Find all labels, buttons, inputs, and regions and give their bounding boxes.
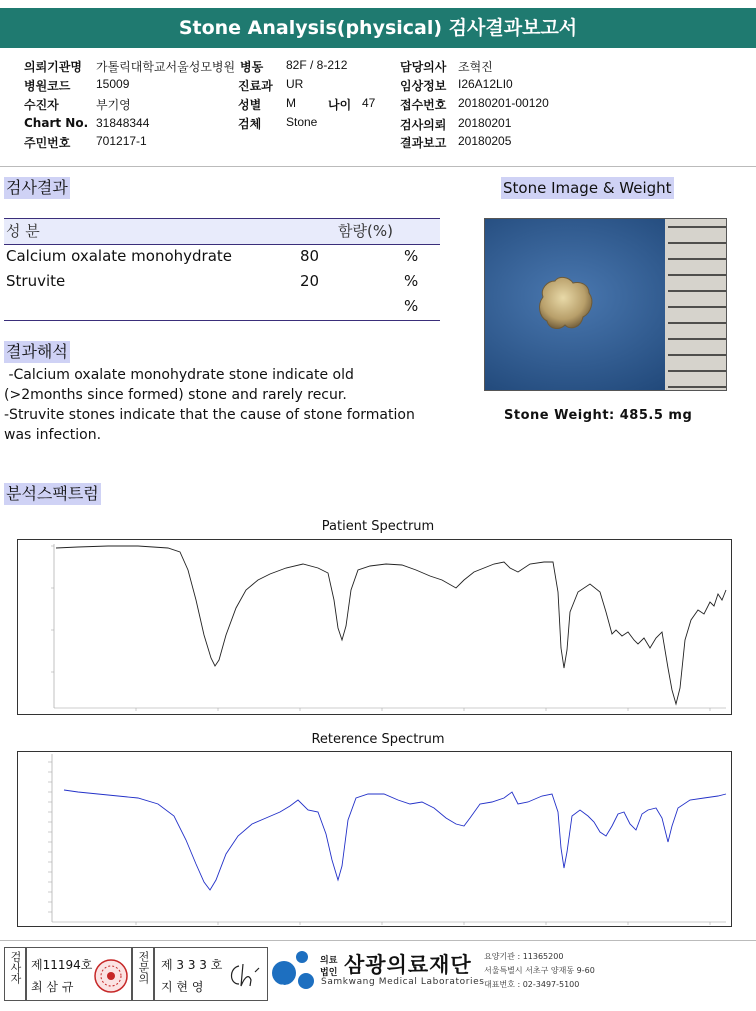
patient-info-block xyxy=(0,54,756,150)
interp-line-2: (>2months since formed) stone and rarely recur. xyxy=(4,387,347,403)
row2-unit: % xyxy=(404,272,419,290)
report-title: Stone Analysis(physical) 검사결과보고서 xyxy=(0,8,756,48)
row2-value: 20 xyxy=(300,272,320,290)
examiner-vertical-label-box xyxy=(4,947,26,1001)
info-separator xyxy=(0,166,756,167)
request-label: 검사의뢰 xyxy=(400,118,447,132)
org-english-name: Samkwang Medical Laboratories xyxy=(321,977,485,987)
row3-unit: % xyxy=(404,297,419,315)
sml-logo-icon xyxy=(270,947,318,995)
results-heading: 검사결과 xyxy=(6,178,68,197)
specialist-vertical-label-box xyxy=(132,947,154,1001)
ward-value: 82F / 8-212 xyxy=(286,58,348,72)
patient-value: 부기영 xyxy=(96,98,131,112)
org-address: 서울특별시 서초구 양재동 9-60 xyxy=(484,966,595,975)
sex-value: M xyxy=(286,96,296,110)
request-value: 20180201 xyxy=(458,116,512,130)
age-value: 47 xyxy=(362,96,376,110)
footer xyxy=(0,943,756,1003)
reception-label: 접수번호 xyxy=(400,98,447,112)
patient-spectrum-svg xyxy=(18,540,731,714)
reference-spectrum-chart xyxy=(17,751,732,927)
interp-line-3: -Struvite stones indicate that the cause of stone formation xyxy=(4,407,415,423)
table-header-rule xyxy=(4,244,440,245)
row1-unit: % xyxy=(404,247,419,265)
interp-line-4: was infection. xyxy=(4,427,102,443)
specialist-name: 지 현 영 xyxy=(161,980,204,994)
reception-value: 20180201-00120 xyxy=(458,96,549,110)
reference-spectrum-title: Reterence Spectrum xyxy=(311,732,445,747)
dept-value: UR xyxy=(286,77,304,91)
row1-value: 80 xyxy=(300,247,320,265)
reference-spectrum-line xyxy=(64,790,726,890)
patient-spectrum-line xyxy=(56,546,726,704)
org-phone: 대표번호 : 02-3497-5100 xyxy=(484,980,580,989)
specialist-vertical-label: 전문의 xyxy=(137,951,150,984)
examiner-number: 제11194호 xyxy=(31,958,93,972)
hospital-code-value: 15009 xyxy=(96,77,130,91)
specimen-value: Stone xyxy=(286,115,318,129)
image-heading: Stone Image & Weight xyxy=(503,179,672,197)
org-prefix-line1: 의료 xyxy=(320,956,338,966)
doctor-label: 담당의사 xyxy=(400,60,447,74)
specialist-signature-icon xyxy=(225,958,265,992)
examiner-name: 최 삼 규 xyxy=(31,980,74,994)
examiner-vertical-label: 검사자 xyxy=(9,951,22,984)
reference-spectrum-svg xyxy=(18,752,731,926)
doctor-value: 조혁진 xyxy=(458,60,493,74)
examiner-box xyxy=(26,947,132,1001)
specialist-number: 제 3 3 3 호 xyxy=(161,958,223,972)
interpretation-text xyxy=(4,365,454,445)
dept-label: 진료과 xyxy=(238,79,273,93)
report-date-value: 20180205 xyxy=(458,134,512,148)
specimen-label: 검체 xyxy=(238,117,262,131)
clinical-value: I26A12LI0 xyxy=(458,77,513,91)
stone-weight: Stone Weight: 485.5 mg xyxy=(504,408,693,423)
id-value: 701217-1 xyxy=(96,134,147,148)
examiner-seal-icon xyxy=(93,958,129,994)
id-label: 주민번호 xyxy=(24,136,71,150)
row1-name: Calcium oxalate monohydrate xyxy=(6,247,233,265)
patient-spectrum-title: Patient Spectrum xyxy=(321,519,435,534)
age-label: 나이 xyxy=(328,98,352,112)
report-date-label: 결과보고 xyxy=(400,136,447,150)
chart-label: Chart No. xyxy=(24,116,89,130)
footer-separator xyxy=(0,940,756,941)
col-component-header: 성 분 xyxy=(6,222,40,240)
patient-spectrum-chart xyxy=(17,539,732,715)
ward-label: 병동 xyxy=(240,60,264,74)
table-bottom-rule xyxy=(4,320,440,321)
stone-photo xyxy=(484,218,727,391)
chart-value: 31848344 xyxy=(96,116,150,130)
sex-label: 성별 xyxy=(238,98,262,112)
org-code: 요양기관 : 11365200 xyxy=(484,952,564,961)
row2-name: Struvite xyxy=(6,272,66,290)
org-name: 삼광의료재단 xyxy=(344,953,472,977)
clinical-label: 임상정보 xyxy=(400,79,447,93)
interpretation-heading: 결과해석 xyxy=(6,342,68,361)
specialist-box xyxy=(154,947,268,1001)
hospital-code-label: 병원코드 xyxy=(24,79,71,93)
institution-label: 의뢰기관명 xyxy=(24,60,82,74)
spectrum-heading: 분석스팩트럼 xyxy=(6,484,99,503)
org-prefix-line2: 법인 xyxy=(320,968,338,978)
patient-label: 수진자 xyxy=(24,98,59,112)
sml-logo-text: SML xyxy=(274,984,296,994)
col-amount-header: 함량(%) xyxy=(338,222,393,240)
institution-value: 가톨릭대학교서울성모병원 xyxy=(96,60,236,74)
interp-line-1: -Calcium oxalate monohydrate stone indicate old xyxy=(4,367,354,383)
table-top-rule xyxy=(4,218,440,219)
